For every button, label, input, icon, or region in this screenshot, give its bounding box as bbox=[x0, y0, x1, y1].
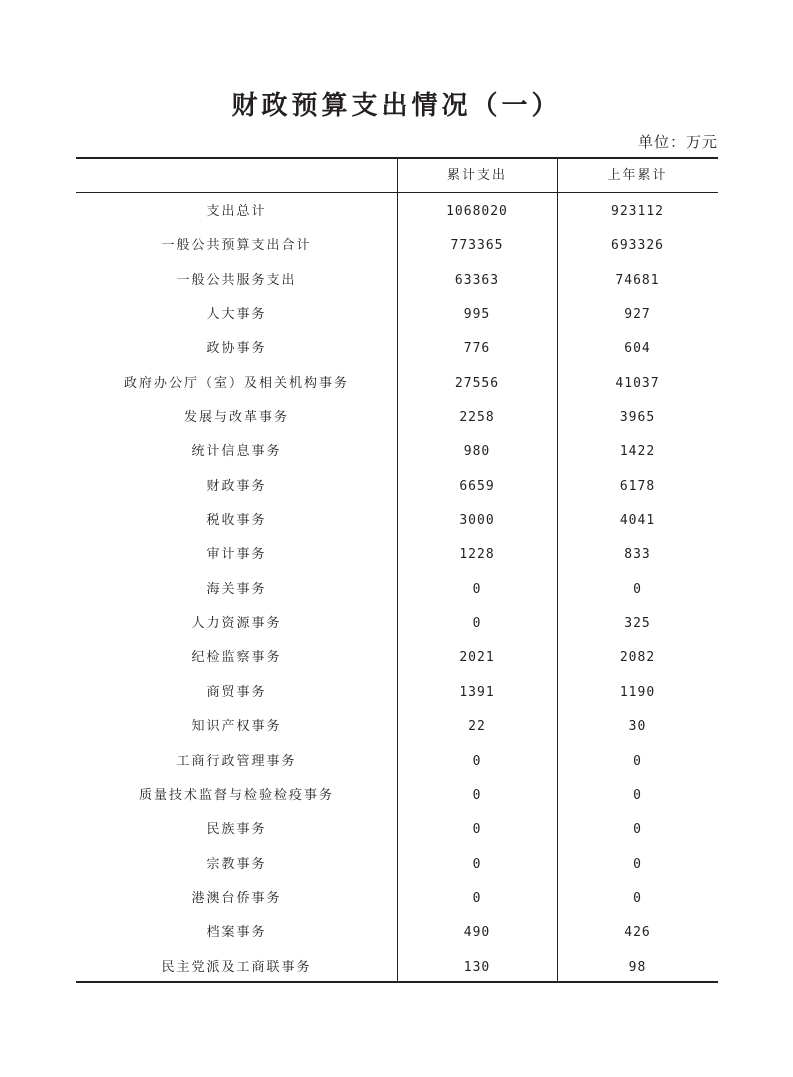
row-previous-year-cumulative: 0 bbox=[633, 822, 642, 838]
row-label: 工商行政管理事务 bbox=[176, 753, 297, 769]
row-label: 支出总计 bbox=[206, 204, 267, 219]
row-cumulative-expenditure: 980 bbox=[463, 444, 491, 460]
row-cumulative-expenditure: 1228 bbox=[459, 547, 495, 563]
row-cumulative-expenditure: 130 bbox=[463, 959, 491, 975]
row-previous-year-cumulative: 30 bbox=[628, 719, 647, 735]
row-label: 发展与改革事务 bbox=[183, 410, 289, 426]
row-previous-year-cumulative: 0 bbox=[633, 581, 642, 597]
row-label: 纪检监察事务 bbox=[191, 650, 282, 666]
row-previous-year-cumulative: 2082 bbox=[619, 650, 656, 666]
row-cumulative-expenditure: 773365 bbox=[450, 238, 504, 254]
row-cumulative-expenditure: 0 bbox=[472, 581, 482, 597]
expenditure-table bbox=[76, 157, 718, 983]
row-cumulative-expenditure: 995 bbox=[463, 307, 491, 323]
row-cumulative-expenditure: 1391 bbox=[459, 684, 495, 700]
row-previous-year-cumulative: 0 bbox=[633, 856, 642, 872]
header-item-column bbox=[76, 159, 397, 192]
row-label: 审计事务 bbox=[206, 547, 267, 563]
header-cumulative-expenditure: 累计支出 bbox=[446, 168, 507, 183]
row-previous-year-cumulative: 927 bbox=[624, 307, 651, 323]
row-label: 商贸事务 bbox=[206, 684, 267, 700]
row-label: 质量技术监督与检验检疫事务 bbox=[138, 787, 334, 803]
row-label: 民族事务 bbox=[206, 822, 267, 838]
row-previous-year-cumulative: 1190 bbox=[619, 684, 656, 700]
row-previous-year-cumulative: 325 bbox=[624, 616, 651, 632]
row-label: 财政事务 bbox=[206, 478, 267, 494]
page-title: 财政预算支出情况（一） bbox=[231, 91, 562, 121]
row-cumulative-expenditure: 776 bbox=[463, 341, 491, 357]
row-cumulative-expenditure: 1068020 bbox=[446, 204, 508, 219]
row-previous-year-cumulative: 6178 bbox=[619, 478, 656, 494]
column-divider bbox=[557, 159, 558, 981]
row-cumulative-expenditure: 490 bbox=[463, 925, 491, 941]
row-previous-year-cumulative: 604 bbox=[624, 341, 651, 357]
row-label: 政府办公厅（室）及相关机构事务 bbox=[123, 375, 349, 391]
row-cumulative-expenditure: 3000 bbox=[459, 513, 495, 529]
row-cumulative-expenditure: 0 bbox=[472, 822, 482, 838]
row-cumulative-expenditure: 0 bbox=[472, 616, 482, 632]
row-previous-year-cumulative: 693326 bbox=[611, 238, 664, 254]
row-label: 港澳台侨事务 bbox=[191, 890, 282, 906]
row-cumulative-expenditure: 0 bbox=[472, 856, 482, 872]
row-label: 一般公共预算支出合计 bbox=[161, 238, 312, 254]
row-label: 政协事务 bbox=[206, 341, 267, 357]
row-label: 一般公共服务支出 bbox=[176, 272, 297, 288]
header-previous-year-cumulative: 上年累计 bbox=[607, 168, 668, 183]
row-label: 人大事务 bbox=[206, 307, 267, 323]
row-cumulative-expenditure: 2021 bbox=[459, 650, 495, 666]
row-previous-year-cumulative: 0 bbox=[633, 753, 642, 769]
row-previous-year-cumulative: 0 bbox=[633, 787, 642, 803]
row-previous-year-cumulative: 1422 bbox=[619, 444, 656, 460]
row-label: 民主党派及工商联事务 bbox=[161, 959, 312, 975]
row-previous-year-cumulative: 98 bbox=[628, 959, 647, 975]
row-label: 宗教事务 bbox=[206, 856, 267, 872]
row-cumulative-expenditure: 6659 bbox=[459, 478, 495, 494]
row-cumulative-expenditure: 22 bbox=[468, 719, 486, 735]
unit-label: 单位：万元 bbox=[637, 133, 718, 151]
row-previous-year-cumulative: 0 bbox=[633, 890, 642, 906]
row-previous-year-cumulative: 426 bbox=[624, 925, 651, 941]
row-label: 知识产权事务 bbox=[191, 719, 282, 735]
row-cumulative-expenditure: 27556 bbox=[454, 375, 500, 391]
row-cumulative-expenditure: 0 bbox=[472, 753, 482, 769]
column-divider bbox=[397, 159, 398, 981]
row-cumulative-expenditure: 2258 bbox=[459, 410, 495, 426]
row-cumulative-expenditure: 0 bbox=[472, 890, 482, 906]
row-label: 海关事务 bbox=[206, 581, 267, 597]
row-previous-year-cumulative: 41037 bbox=[615, 375, 660, 391]
row-previous-year-cumulative: 4041 bbox=[619, 513, 656, 529]
row-label: 人力资源事务 bbox=[191, 616, 282, 632]
row-previous-year-cumulative: 3965 bbox=[619, 410, 656, 426]
row-label: 档案事务 bbox=[206, 925, 267, 941]
row-previous-year-cumulative: 74681 bbox=[615, 272, 660, 288]
row-previous-year-cumulative: 923112 bbox=[611, 204, 664, 219]
row-previous-year-cumulative: 833 bbox=[624, 547, 651, 563]
row-label: 统计信息事务 bbox=[191, 444, 282, 460]
row-cumulative-expenditure: 63363 bbox=[454, 272, 500, 288]
row-label: 税收事务 bbox=[206, 513, 267, 529]
row-cumulative-expenditure: 0 bbox=[472, 787, 482, 803]
